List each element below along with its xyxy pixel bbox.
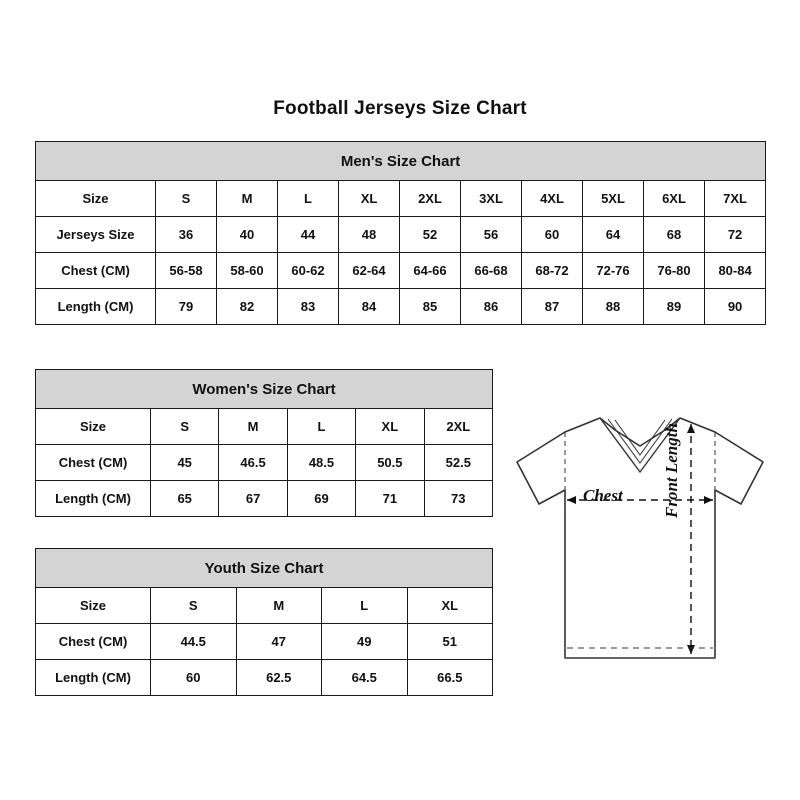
column-header: L [278, 181, 339, 217]
table-cell: 76-80 [644, 253, 705, 289]
row-label: Length (CM) [36, 660, 151, 696]
table-header-band [36, 142, 766, 181]
womens-size-chart-table [35, 369, 493, 517]
table-cell: 90 [705, 289, 766, 325]
table-cell: 68 [644, 217, 705, 253]
table-cell: 79 [156, 289, 217, 325]
table-cell: 66-68 [461, 253, 522, 289]
row-label: Length (CM) [36, 289, 156, 325]
table-row [36, 481, 493, 517]
column-header: XL [339, 181, 400, 217]
column-header: L [322, 588, 408, 624]
table-cell: 71 [356, 481, 424, 517]
row-label: Length (CM) [36, 481, 151, 517]
table-row [36, 588, 493, 624]
table-cell: 51 [407, 624, 493, 660]
table-cell: 65 [151, 481, 219, 517]
column-header: XL [407, 588, 493, 624]
table-cell: 80-84 [705, 253, 766, 289]
table-cell: 60 [151, 660, 237, 696]
column-header: Size [36, 409, 151, 445]
column-header: XL [356, 409, 424, 445]
table-cell: 62.5 [236, 660, 322, 696]
youth-size-chart-table [35, 548, 493, 696]
jersey-measurement-diagram [505, 400, 775, 690]
table-row [36, 253, 766, 289]
column-header: 4XL [522, 181, 583, 217]
column-header: 5XL [583, 181, 644, 217]
table-cell: 64-66 [400, 253, 461, 289]
table-cell: 44.5 [151, 624, 237, 660]
chest-measure-label: Chest [583, 486, 623, 505]
table-cell: 88 [583, 289, 644, 325]
column-header: 7XL [705, 181, 766, 217]
table-row [36, 624, 493, 660]
table-row [36, 181, 766, 217]
column-header: 6XL [644, 181, 705, 217]
table-row [36, 289, 766, 325]
table-cell: 60-62 [278, 253, 339, 289]
front-length-measure-label: Front Length [662, 423, 681, 518]
row-label: Chest (CM) [36, 445, 151, 481]
table-cell: 46.5 [219, 445, 287, 481]
table-cell: 66.5 [407, 660, 493, 696]
row-label: Jerseys Size [36, 217, 156, 253]
table-cell: 85 [400, 289, 461, 325]
column-header: 2XL [400, 181, 461, 217]
womens-chart-title: Women's Size Chart [36, 370, 493, 409]
table-cell: 72-76 [583, 253, 644, 289]
table-cell: 72 [705, 217, 766, 253]
table-header-band [36, 549, 493, 588]
table-cell: 45 [151, 445, 219, 481]
table-cell: 64.5 [322, 660, 408, 696]
mens-size-chart-table [35, 141, 766, 325]
table-cell: 56 [461, 217, 522, 253]
table-row [36, 217, 766, 253]
table-row [36, 445, 493, 481]
column-header: L [287, 409, 355, 445]
table-cell: 49 [322, 624, 408, 660]
table-cell: 89 [644, 289, 705, 325]
table-cell: 73 [424, 481, 492, 517]
page-title: Football Jerseys Size Chart [273, 98, 527, 119]
table-row [36, 409, 493, 445]
table-cell: 56-58 [156, 253, 217, 289]
table-cell: 84 [339, 289, 400, 325]
column-header: M [217, 181, 278, 217]
table-cell: 48.5 [287, 445, 355, 481]
column-header: Size [36, 588, 151, 624]
row-label: Chest (CM) [36, 253, 156, 289]
column-header: S [151, 588, 237, 624]
column-header: M [236, 588, 322, 624]
table-cell: 44 [278, 217, 339, 253]
column-header: 3XL [461, 181, 522, 217]
table-header-band [36, 370, 493, 409]
table-cell: 40 [217, 217, 278, 253]
table-cell: 50.5 [356, 445, 424, 481]
table-cell: 83 [278, 289, 339, 325]
column-header: S [156, 181, 217, 217]
column-header: Size [36, 181, 156, 217]
table-row [36, 660, 493, 696]
table-cell: 36 [156, 217, 217, 253]
table-cell: 52 [400, 217, 461, 253]
column-header: M [219, 409, 287, 445]
table-cell: 58-60 [217, 253, 278, 289]
row-label: Chest (CM) [36, 624, 151, 660]
table-cell: 82 [217, 289, 278, 325]
table-cell: 87 [522, 289, 583, 325]
column-header: S [151, 409, 219, 445]
table-cell: 69 [287, 481, 355, 517]
column-header: 2XL [424, 409, 492, 445]
table-cell: 52.5 [424, 445, 492, 481]
table-cell: 68-72 [522, 253, 583, 289]
table-cell: 67 [219, 481, 287, 517]
jersey-outline-icon [505, 400, 775, 690]
table-cell: 47 [236, 624, 322, 660]
table-cell: 48 [339, 217, 400, 253]
youth-chart-title: Youth Size Chart [36, 549, 493, 588]
table-cell: 60 [522, 217, 583, 253]
table-cell: 86 [461, 289, 522, 325]
mens-chart-title: Men's Size Chart [36, 142, 766, 181]
table-cell: 64 [583, 217, 644, 253]
table-cell: 62-64 [339, 253, 400, 289]
